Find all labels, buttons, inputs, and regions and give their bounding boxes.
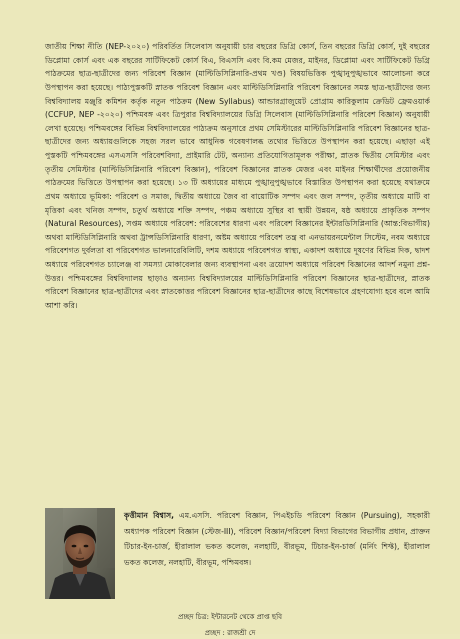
- author-portrait-image: [45, 508, 115, 599]
- cover-image-credit: প্রচ্ছদ চিত্র: ইন্টারনেট থেকে প্রাপ্ত ছবি: [177, 613, 282, 621]
- author-credentials: এম.এসসি. পরিবেশ বিজ্ঞান, পিএইচডি পরিবেশ বিজ্ঞান (Pursuing), সহকারী অধ্যাপক পরিবেশ বিজ্ঞান (স্টেজ-III), পরিবেশ বিজ্ঞান/পরিবেশ বিদ্যা বিভাগের বিভাগীয় প্রধান, প্রাক্তন টিচার-ইন-চার্জ, হীরালাল ভকত কলেজ, নলহাটি, বীরভূম, টিচার-ইন-চার্জ (মর্নিং শিফ্ট), হীরালাল ভকত কলেজ, নলহাটি, বীরভূম, পশ্চিমবঙ্গ।: [124, 511, 430, 567]
- cover-design-credit: প্রচ্ছদ : রাজশ্রী দে: [204, 629, 256, 637]
- author-bio: [124, 508, 430, 570]
- author-photo: [45, 508, 115, 599]
- book-blurb: জাতীয় শিক্ষা নীতি (NEP-২০২০) পরিবর্তিত সিলেবাস অনুযায়ী চার বছরের ডিগ্রি কোর্স, তিন বছরের ডিগ্রি কোর্স, দুই বছরের ডিপ্লোমা কোর্স এবং এক বছরের সার্টিফিকেট কোর্স বিএ, বিএসসি এবং বি.কম মেজর, মাইনর, ডিপ্লোমা এবং সার্টিফিকেট ডিগ্রি পাঠক্রমের ছাত্র-ছাত্রীদের জন্য পরিবেশ বিজ্ঞান (মাল্টিডিসিপ্লিনারি-প্রথম খণ্ড) বিষয়ভিত্তিক পুঙ্খানুপুঙ্খভাবে আলোচনা করে উপস্থাপন করা হয়েছে। পাঠ্যপুস্তকটি স্নাতক পরিবেশ বিজ্ঞান এবং মাল্টিডিসিপ্লিনারি পরিবেশ বিজ্ঞানের সমস্ত ছাত্র-ছাত্রীদের জন্য বিশ্ববিদ্যালয় মঞ্জুরি কমিশন কর্তৃক নতুন পাঠক্রম (New Syllabus) আন্ডারগ্রাজুয়েট প্রোগ্রাম কারিকুলাম ক্রেডিট ফ্রেমওয়ার্ক (CCFUP, NEP -২০২০) পশ্চিমবঙ্গ এবং ত্রিপুরার বিশ্ববিদ্যালয়ের ডিগ্রি সিলেবাস (মাল্টিডিসিপ্লিনারি পরিবেশ বিজ্ঞান) অনুযায়ী লেখা হয়েছে। পশ্চিমবঙ্গের বিভিন্ন বিশ্ববিদ্যালয়ের পাঠ্যক্রম অনুসারে প্রথম সেমিস্টারের মাল্টিডিসিপ্লিনারি পরিবেশ বিজ্ঞানের ছাত্র-ছাত্রীদের জন্য অধ্যায়গুলিকে সহজ সরল ভাবে আধুনিক গবেষণালব্ধ তথ্যের ভিত্তিতে উপস্থাপন করা হয়েছে। এছাড়া এই পুস্তকটি পশ্চিমবঙ্গের এসএসসি পরিবেশবিদ্যা, প্রাইমারি টেট, অন্যান্য প্রতিযোগিতামূলক পরীক্ষা, স্নাতক দ্বিতীয় সেমিস্টার এবং তৃতীয় সেমিস্টার (মাল্টিডিসিপ্লিনারি পরিবেশ বিজ্ঞান), পরিবেশ বিজ্ঞানের স্নাতক মেজর এবং মাইনর শিক্ষার্থীদের প্রয়োজনীয় পাঠক্রমের ভিত্তিতে উপস্থাপন করা হয়েছে। ১৩ টি অধ্যায়ের মাধ্যমে পুঙ্খানুপুঙ্খভাবে বিস্তারিত উপস্থাপন করা হয়েছে যথাক্রমে প্রথম অধ্যায়ে ভূমিকা: পরিবেশ ও সমাজ, দ্বিতীয় অধ্যায়ে জৈব বা বায়োটিক সম্পদ এবং জল সম্পদ, তৃতীয় অধ্যায়ে মাটি বা মৃত্তিকা এবং খনিজ সম্পদ, চতুর্থ অধ্যায়ে শক্তি সম্পদ, পঞ্চম অধ্যায়ে সুস্থির বা স্থায়ী উন্নয়ন, ষষ্ঠ অধ্যায়ে প্রাকৃতিক সম্পদ (Natural Resources), সপ্তম অধ্যায়ে পরিবেশ: পরিবেশের ধারণা এবং পরিবেশ বিজ্ঞানের ইন্টারডিসিপ্লিনারি (আন্ত:বিভাগীয়) অথবা মাল্টিডিসিপ্লিনারি অথবা ট্রান্সডিসিপ্লিনারি ধারণা, অষ্টম অধ্যায়ে পরিবেশ তন্ত্র বা এনভায়রনমেন্টাল সিস্টেম, নবম অধ্যায়ে পরিবেশগত দুর্বলতা বা পরিবেশগত ভালনারেবিলিটি, দশম অধ্যায়ে পরিবেশগত স্বাস্থ্য, একাদশ অধ্যায়ে দূষণের বিভিন্ন দিক, দ্বাদশ অধ্যায়ে পরিবেশগত চ্যালেঞ্জ বা সমস্যা মোকাবেলার জন্য ব্যবস্থাপনা এবং ত্রয়োদশ অধ্যায়ে পরিবেশ বিজ্ঞানের আদর্শ নমুনা প্রশ্ন-উত্তর। পশ্চিমবঙ্গের বিশ্ববিদ্যালয় ছাড়াও অন্যান্য বিশ্ববিদ্যালয়ের মাল্টিডিসিপ্লিনারি পরিবেশ বিজ্ঞানের ছাত্র-ছাত্রীদের, স্নাতক পরিবেশ বিজ্ঞানের ছাত্র-ছাত্রীদের এবং স্নাতকোত্তর পরিবেশ বিজ্ঞানের ছাত্র-ছাত্রীদের কাছে বিশেষভাবে গ্রহণযোগ্য হবে বলে আমি আশা করি।: [45, 42, 430, 310]
- author-name: কৃত্তীমান বিশ্বাস,: [124, 511, 174, 520]
